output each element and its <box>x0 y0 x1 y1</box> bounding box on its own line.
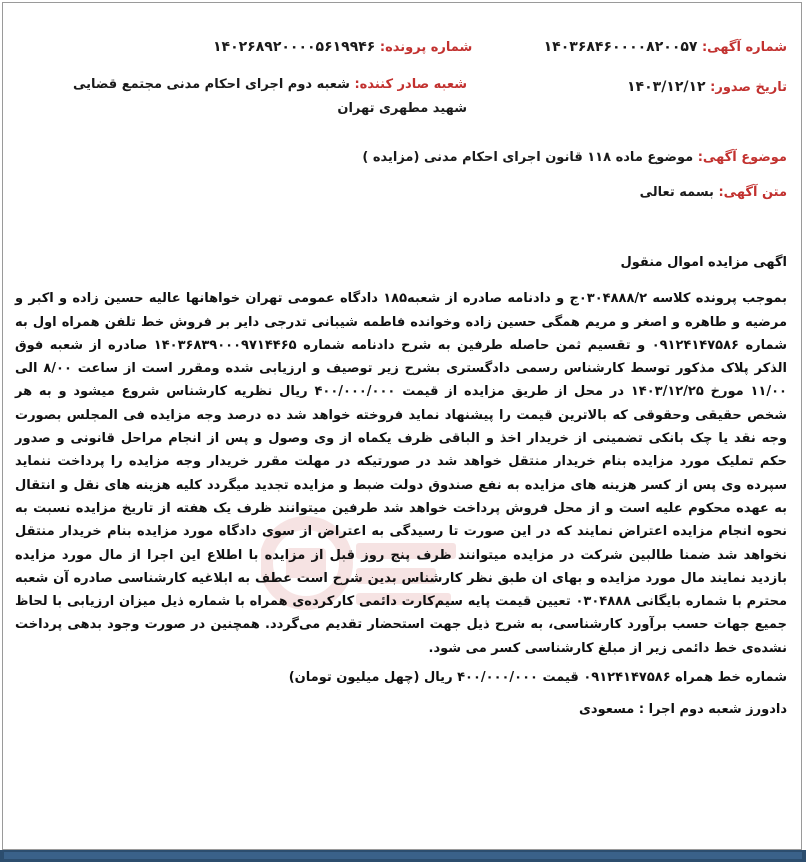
subject-field <box>362 148 787 168</box>
case-number-label: شماره پرونده: <box>379 40 473 55</box>
issue-date-value: ۱۴۰۳/۱۲/۱۲ <box>627 79 706 95</box>
notice-paragraph: بموجب پرونده کلاسه ۰۳۰۴۸۸۸/۲ج و دادنامه صادره از شعبه۱۸۵ دادگاه عمومی تهران خواهانها عالیه حسین زاده و اکبر و مرضیه و طاهره و اصغر و مریم همگی حسین زاده وخوانده فاطمه شیبانی تدرجی دایر بر فروش خط تلفن همراه اول به شماره ۰۹۱۲۴۱۴۷۵۸۶ و تقسیم ثمن حاصله طرفین به شرح دادنامه شماره ۱۴۰۳۶۸۳۹۰۰۰۹۷۱۴۴۶۵ صادره از شعبه فوق الذکر پلاک مذکور توسط کارشناس رسمی دادگستری بشرح زیر توصیف و ارزیابی شده ومقرر است از ساعت ۸/۰۰ الی ۱۱/۰۰ مورخ ۱۴۰۳/۱۲/۲۵ در محل از طریق مزایده از قیمت ۴۰۰/۰۰۰/۰۰۰ ریال نظریه کارشناس شروع میشود و به هر شخص حقیقی وحقوقی که بالاترین قیمت را پیشنهاد نماید فروخته خواهد شد ده درصد وجه مزایده فی المجلس بصورت وجه نقد یا چک بانکی تضمینی از خریدار اخذ و الباقی ظرف یکماه از وی وصول و پس از انجام مراحل قانونی و صدور حکم تملیک مورد مزایده بنام خریدار منتقل خواهد شد در صورتیکه در مهلت مقرر خریدار وجه مزایده را پرداخت ننماید سپرده وی پس از کسر هزینه های مزایده به نفع صندوق دولت ضبط و مزایده تجدید میگردد کلیه هزینه های نقل و انتقال به عهده محکوم علیه است و از محل فروش پرداخت خواهد شد طرفین میتوانند ظرف یک هفته از تاریخ مزایده نسبت به نحوه انجام مزایده اعتراض نمایند که در این صورت تا رسیدگی به اعتراض از سوی دادگاه مورد مزایده بنام خریدار منتقل نخواهد شد ضمنا طالبین شرکت در مزایده میتوانند ظرف پنج روز قبل از مزایده با اطلاع این اجرا از مال مورد مزایده بازدید نمایند مال مورد مزایده و بهای ان طبق نظر کارشناس بدین شرح است عطف به ابلاغیه کارشناسی صادره آن شعبه محترم با شماره بایگانی ۰۳۰۴۸۸۸ تعیین قیمت پایه سیم‌کارت دائمی کارکرده‌ی همراه با شماره ذیل میزان ارزیابی با لحاظ جمیع جهات حسب برآورد کارشناسی، به شرح ذیل جهت استحضار تقدیم می‌گردد. همچنین در صورت وجود بدهی پرداخت نشده‌ی خط دائمی زیر از مبلغ کارشناسی کسر می شود. <box>15 291 788 656</box>
window-bottom-bar-inner <box>4 852 802 859</box>
subject-value: موضوع ماده ۱۱۸ قانون اجرای احکام مدنی (مزایده ) <box>362 150 694 165</box>
issue-date-field <box>627 77 787 98</box>
notice-heading: اگهی مزایده اموال منقول <box>620 255 787 270</box>
issuer-label: شعبه صادر کننده: <box>354 77 467 92</box>
ad-number-label: شماره آگهی: <box>701 40 787 55</box>
issue-date-label: تاریخ صدور: <box>710 80 787 95</box>
text-label: متن آگهی: <box>718 185 787 200</box>
issuer-field <box>43 73 467 121</box>
officer-line: دادورز شعبه دوم اجرا : مسعودی <box>579 702 787 718</box>
ad-number-field <box>544 37 787 58</box>
text-field <box>640 183 787 203</box>
notice-body <box>15 251 787 722</box>
case-number-value: ۱۴۰۲۶۸۹۲۰۰۰۰۵۶۱۹۹۴۶ <box>213 39 376 55</box>
subject-label: موضوع آگهی: <box>697 150 787 165</box>
issuer-value: شعبه دوم اجرای احکام مدنی مجتمع قضایی شهید مطهری تهران <box>72 77 467 116</box>
case-number-field <box>213 37 472 58</box>
notice-frame <box>2 2 802 850</box>
ad-number-value: ۱۴۰۳۶۸۴۶۰۰۰۰۸۲۰۰۵۷ <box>543 39 698 55</box>
text-value: بسمه تعالی <box>639 185 714 200</box>
phone-line: شماره خط همراه ۰۹۱۲۴۱۴۷۵۸۶ قیمت ۴۰۰/۰۰۰/۰۰۰ ریال (چهل میلیون تومان) <box>288 670 787 686</box>
window-bottom-bar <box>0 850 806 862</box>
